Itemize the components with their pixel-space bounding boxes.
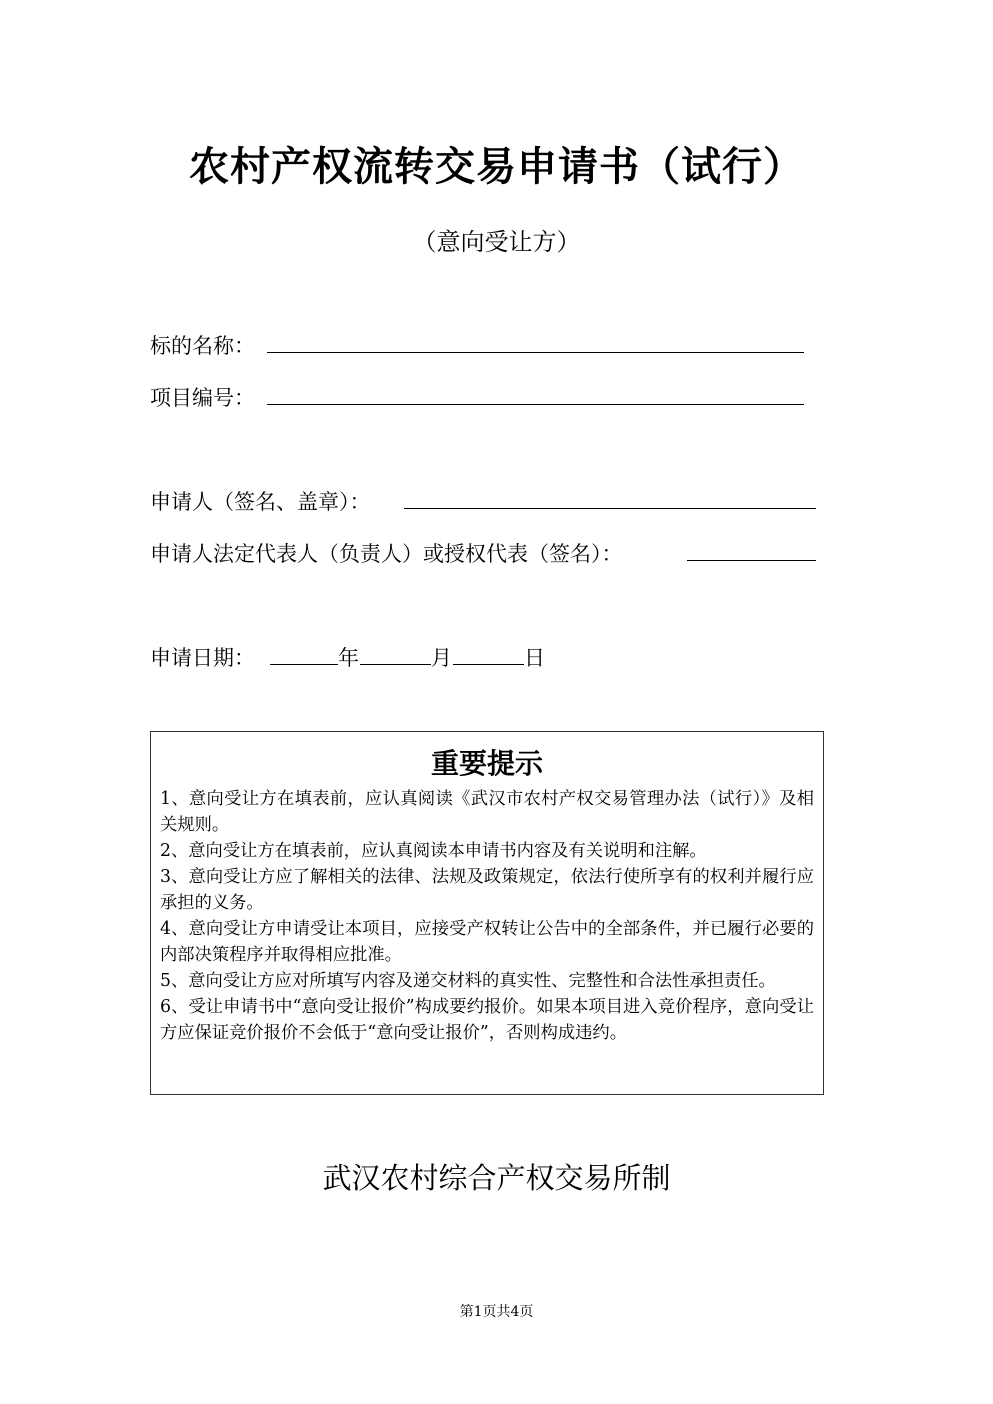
date-month-field[interactable] <box>360 664 431 665</box>
document-subtitle: （意向受让方） <box>412 228 581 256</box>
date-month-label: 月 <box>431 646 452 670</box>
notice-item: 3、意向受让方应了解相关的法律、法规及政策规定，依法行使所享有的权利并履行应承担的义务。 <box>160 867 814 913</box>
representative-signature-field[interactable] <box>687 560 816 561</box>
date-label: 申请日期： <box>150 646 255 670</box>
subject-name-label: 标的名称： <box>150 334 255 358</box>
representative-label: 申请人法定代表人（负责人）或授权代表（签名）： <box>150 542 623 566</box>
notice-item: 5、意向受让方应对所填写内容及递交材料的真实性、完整性和合法性承担责任。 <box>160 971 776 991</box>
notice-item: 1、意向受让方在填表前，应认真阅读《武汉市农村产权交易管理办法（试行）》及相关规则。 <box>160 789 814 835</box>
applicant-label: 申请人（签名、盖章）： <box>150 490 371 514</box>
notice-item: 6、受让申请书中“意向受让报价”构成要约报价。如果本项目进入竞价程序，意向受让方应保证竞价报价不会低于“意向受让报价”，否则构成违约。 <box>160 997 814 1043</box>
date-day-label: 日 <box>524 646 545 670</box>
notice-list <box>160 786 814 1046</box>
page-indicator: 第1页共4页 <box>459 1304 534 1320</box>
project-number-label: 项目编号： <box>150 386 255 410</box>
subject-name-field[interactable] <box>267 352 804 353</box>
important-notice-box <box>150 731 824 1095</box>
date-day-field[interactable] <box>453 664 524 665</box>
notice-item: 4、意向受让方申请受让本项目，应接受产权转让公告中的全部条件，并已履行必要的内部决策程序并取得相应批准。 <box>160 919 814 965</box>
notice-item: 2、意向受让方在填表前，应认真阅读本申请书内容及有关说明和注解。 <box>160 841 707 861</box>
project-number-field[interactable] <box>267 404 804 405</box>
applicant-signature-field[interactable] <box>404 508 816 509</box>
issuing-organization: 武汉农村综合产权交易所制 <box>322 1161 671 1195</box>
date-year-label: 年 <box>338 646 359 670</box>
notice-title: 重要提示 <box>430 747 543 780</box>
date-year-field[interactable] <box>270 664 338 665</box>
document-title: 农村产权流转交易申请书（试行） <box>189 144 804 190</box>
